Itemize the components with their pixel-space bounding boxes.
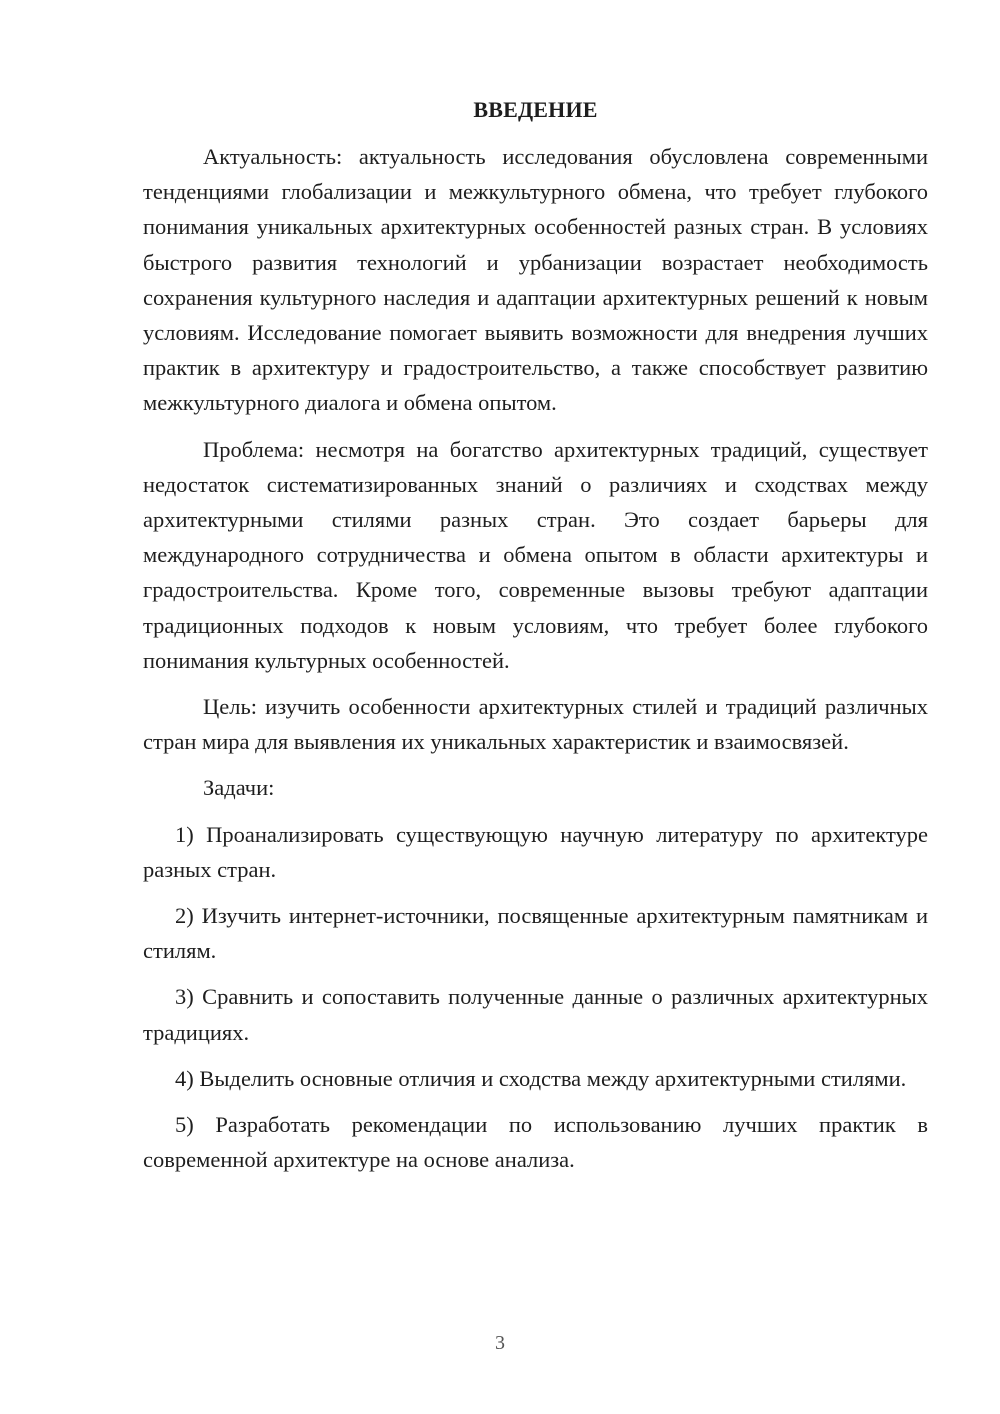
problem-paragraph: Проблема: несмотря на богатство архитектурных традиций, существует недостаток систематизированных знаний о различиях и сходствах между архитектурными стилями разных стран. Это создает барьеры для международного сотрудничества и обмена опытом в области архитектуры и градостроительства. Кроме того, современные вызовы требуют адаптации традиционных подходов к новым условиям, что требует более глубокого понимания культурных особенностей. <box>143 436 928 673</box>
tasks-heading: Задачи: <box>203 775 275 801</box>
relevance-paragraph: Актуальность: актуальность исследования обусловлена современными тенденциями глобализации и межкультурного обмена, что требует глубокого понимания уникальных архитектурных особенностей разных стран. В условиях быстрого развития технологий и урбанизации возрастает необходимость сохранения культурного наследия и адаптации архитектурных решений к новым условиям. Исследование помогает выявить возможности для внедрения лучших практик в архитектуру и градостроительство, а также способствует развитию межкультурного диалога и обмена опытом. <box>143 144 928 416</box>
task-item-1: 1) Проанализировать существующую научную литературу по архитектуре разных стран. <box>143 821 928 882</box>
task-item-5: 5) Разработать рекомендации по использованию лучших практик в современной архитектуре на основе анализа. <box>143 1112 928 1173</box>
task-item-2: 2) Изучить интернет-источники, посвященные архитектурным памятникам и стилям. <box>143 903 928 964</box>
goal-paragraph: Цель: изучить особенности архитектурных стилей и традиций различных стран мира для выявления их уникальных характеристик и взаимосвязей. <box>143 694 928 755</box>
page-number: 3 <box>495 1332 505 1354</box>
task-item-3: 3) Сравнить и сопоставить полученные данные о различных архитектурных традициях. <box>143 984 928 1045</box>
document-page <box>143 92 928 1188</box>
task-item-4: 4) Выделить основные отличия и сходства между архитектурными стилями. <box>175 1065 907 1091</box>
section-title: ВВЕДЕНИЕ <box>473 97 598 122</box>
